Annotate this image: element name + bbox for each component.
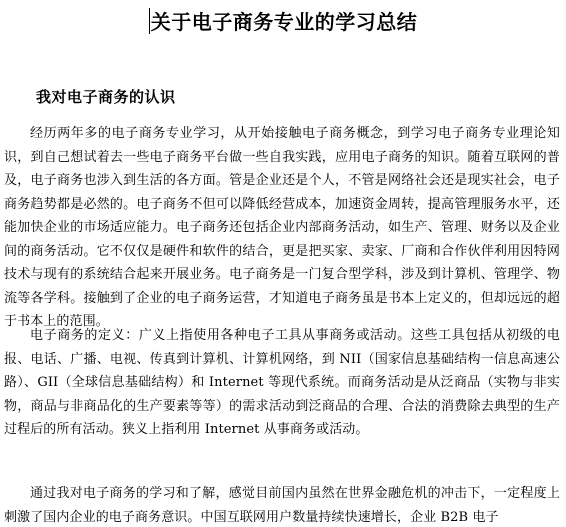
- paragraph-2: 电子商务的定义：广义上指使用各种电子工具从事商务或活动。这些工具包括从初级的电报、电话、广播、电视、传真到计算机、计算机网络，到 NII（国家信息基础结构一信息高速公路）、GII（全球信息基础结构）和 Internet 等现代系统。而商务活动是从泛商品（实物与非实物，商品与非商品化的生产要素等等）的需求活动到泛商品的合理、合法的消费除去典型的生产过程后的所有活动。狭义上指利用 Internet 从事商务或活动。: [4, 328, 560, 437]
- paragraph-1: 经历两年多的电子商务专业学习，从开始接触电子商务概念，到学习电子商务专业理论知识，到自己想试着去一些电子商务平台做一些自我实践，应用电子商务的知识。随着互联网的普及，电子商务也涉入到生活的各方面。管是企业还是个人，不管是网络社会还是现实社会，电子商务趋势都是必然的。电子商务不但可以降低经营成本，加速资金周转，提高管理服务水平，还能加快企业的市场适应能力。电子商务还包括企业内部商务活动，如生产、管理、财务以及企业间的商务活动。它不仅仅是硬件和软件的结合，更是把买家、卖家、厂商和合作伙伴利用因特网技术与现有的系统结合起来开展业务。电子商务是一门复合型学科，涉及到计算机、管理学、物流等各学科。接触到了企业的电子商务运营，才知道电子商务虽是书本上定义的，但却远远的超于书本上的范围。: [4, 126, 560, 329]
- title-line: [0, 6, 566, 35]
- text-cursor: [149, 8, 150, 34]
- paragraph-3: 通过我对电子商务的学习和了解，感觉目前国内虽然在世界金融危机的冲击下，一定程度上刺激了国内企业的电子商务意识。中国互联网用户数量持续快速增长，企业 B2B 电子: [4, 486, 560, 525]
- document-title: 关于电子商务专业的学习总结: [150, 10, 418, 34]
- section-heading: 我对电子商务的认识: [36, 88, 176, 106]
